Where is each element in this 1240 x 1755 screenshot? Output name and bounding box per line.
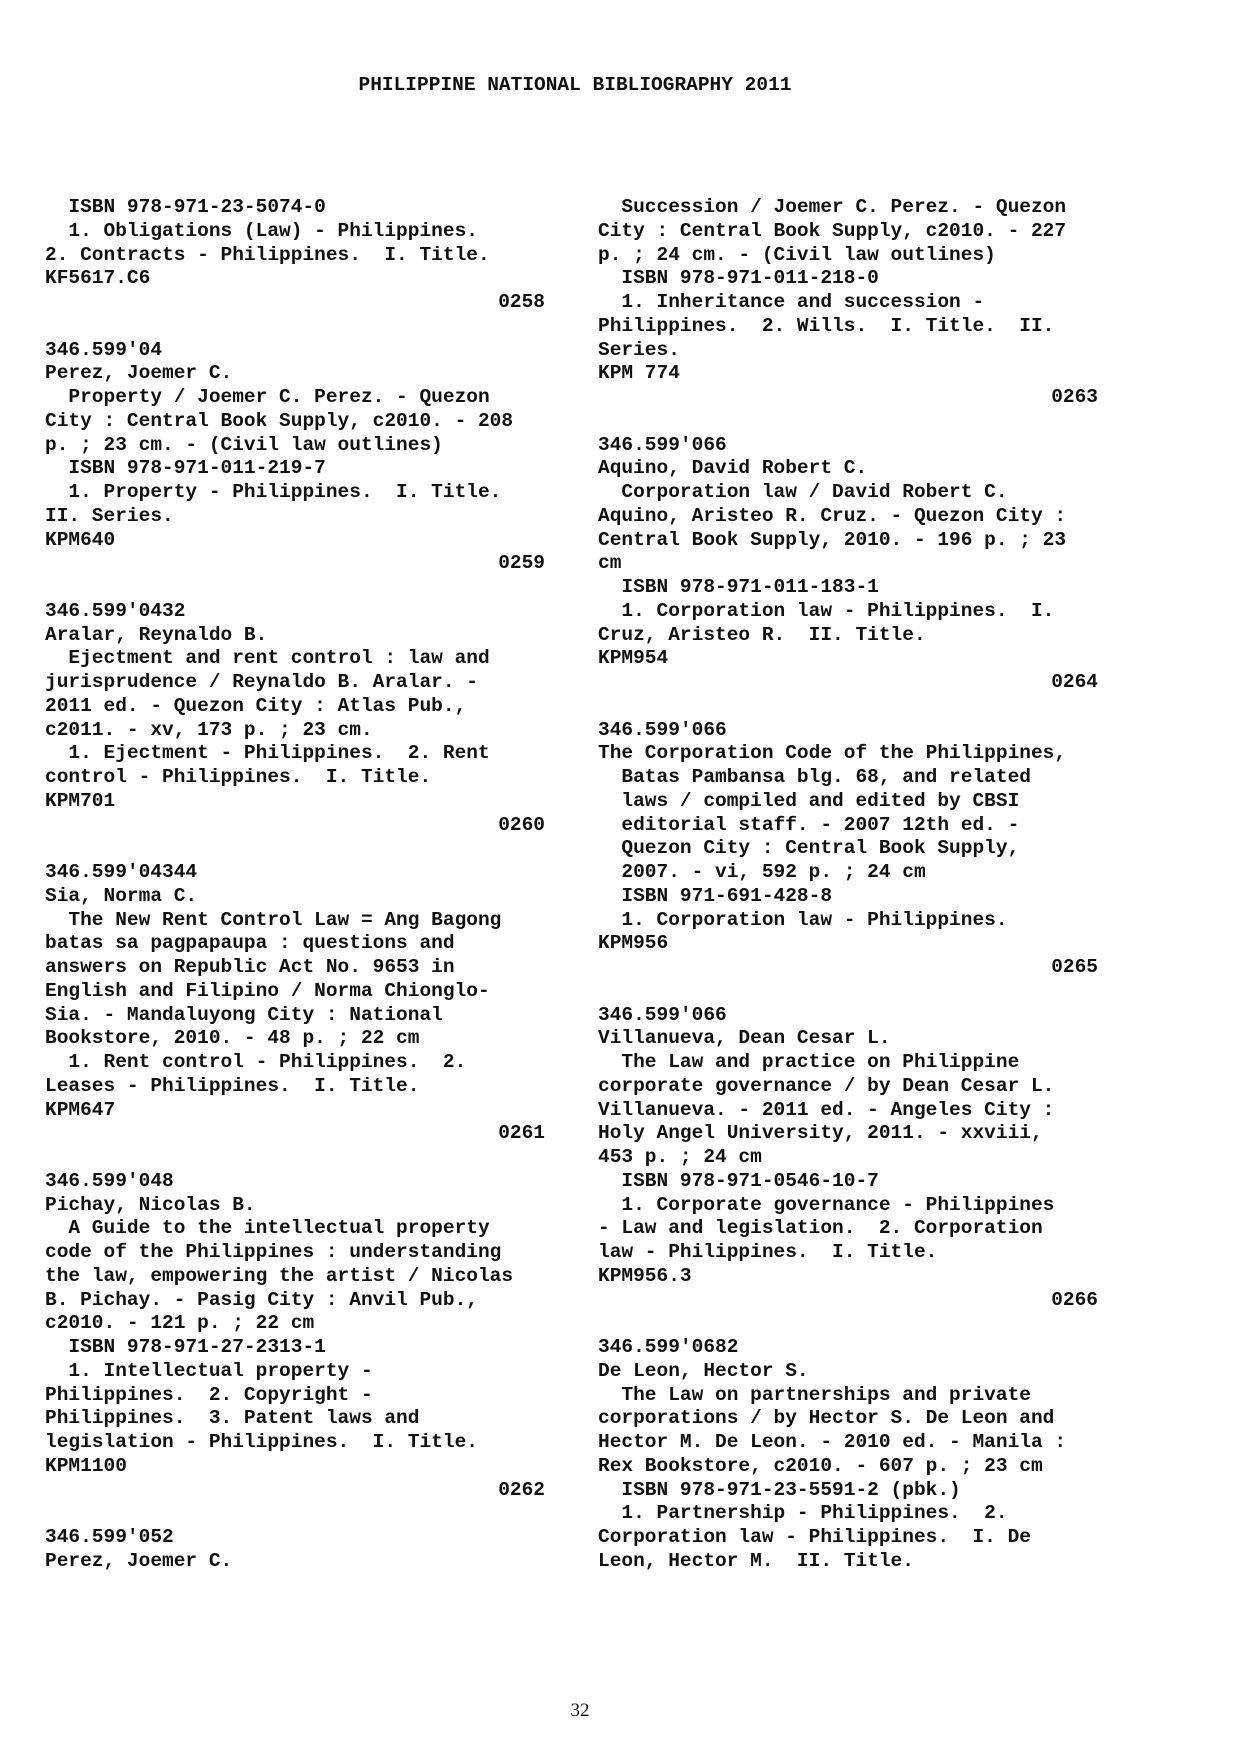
entry-line: Rex Bookstore, c2010. - 607 p. ; 23 cm <box>598 1454 1043 1477</box>
entry-line: Pichay, Nicolas B. <box>45 1193 256 1216</box>
entry-spacer <box>45 837 545 861</box>
entry-line: Aralar, Reynaldo B. <box>45 623 268 646</box>
page-header-title: PHILIPPINE NATIONAL BIBLIOGRAPHY 2011 <box>358 74 792 96</box>
entry-line: legislation - Philippines. I. Title. <box>45 1431 478 1453</box>
entry-spacer <box>45 576 545 600</box>
entry-line: City : Central Book Supply, c2010. - 208 <box>45 409 514 432</box>
entry-line: Leon, Hector M. II. Title. <box>598 1549 914 1572</box>
entry-line: Aquino, David Robert C. <box>598 457 868 480</box>
entry-line: - Law and legislation. 2. Corporation <box>598 1217 1043 1240</box>
entry-spacer <box>45 315 545 339</box>
entry-line: De Leon, Hector S. <box>598 1359 809 1382</box>
entry-line: 346.599'066 <box>598 718 727 741</box>
entry-line: The Corporation Code of the Philippines, <box>598 742 1067 765</box>
entry-line: 2007. - vi, 592 p. ; 24 cm <box>598 861 926 883</box>
entry-line: 1. Obligations (Law) - Philippines. <box>45 219 478 242</box>
entry-line: 1. Corporation law - Philippines. I. <box>598 599 1055 622</box>
entry-line: Corporation law / David Robert C. <box>598 481 1008 503</box>
entry-line: Corporation law - Philippines. I. De <box>598 1526 1031 1548</box>
entry-line: Sia, Norma C. <box>45 884 198 907</box>
entry-line: 346.599'0682 <box>598 1336 739 1358</box>
entry-number: 0264 <box>1051 671 1098 693</box>
entry-line: ISBN 978-971-011-218-0 <box>598 267 879 290</box>
entry-line: c2011. - xv, 173 p. ; 23 cm. <box>45 718 373 741</box>
entry-line: cm <box>598 552 622 575</box>
entry-line: English and Filipino / Norma Chionglo- <box>45 979 490 1002</box>
entry-line: 1. Partnership - Philippines. 2. <box>598 1502 1008 1525</box>
entry-line: 346.599'052 <box>45 1526 174 1548</box>
left-column <box>45 196 545 1574</box>
entry-line: Philippines. 2. Copyright - <box>45 1383 373 1406</box>
entry-line: Succession / Joemer C. Perez. - Quezon <box>598 196 1067 218</box>
entry-line: ISBN 978-971-23-5074-0 <box>45 196 326 218</box>
entry-line: KPM647 <box>45 1098 116 1121</box>
entry-line: Holy Angel University, 2011. - xxviii, <box>598 1122 1043 1145</box>
entry-line: editorial staff. - 2007 12th ed. - <box>598 813 1020 836</box>
entry-line: Villanueva, Dean Cesar L. <box>598 1027 891 1050</box>
entry-line: 453 p. ; 24 cm <box>598 1146 762 1168</box>
entry-number: 0261 <box>498 1122 545 1145</box>
entry-line: 346.599'04344 <box>45 861 198 883</box>
entry-line: KPM 774 <box>598 362 680 385</box>
entry-line: 2. Contracts - Philippines. I. Title. <box>45 243 490 266</box>
entry-line: 346.599'04 <box>45 338 163 361</box>
entry-line: The Law and practice on Philippine <box>598 1051 1020 1073</box>
entry-line: law - Philippines. I. Title. <box>598 1241 938 1263</box>
entry-line: ISBN 978-971-011-219-7 <box>45 457 326 480</box>
entry-number: 0260 <box>498 813 545 836</box>
entry-line: KPM1100 <box>45 1454 127 1477</box>
entry-line: code of the Philippines : understanding <box>45 1241 502 1263</box>
entry-number: 0259 <box>498 552 545 575</box>
entry-line: KPM640 <box>45 528 116 551</box>
entry-line: answers on Republic Act No. 9653 in <box>45 956 455 978</box>
right-column <box>598 196 1098 1574</box>
entry-line: laws / compiled and edited by CBSI <box>598 789 1020 812</box>
entry-line: Series. <box>598 338 680 361</box>
page-number: 32 <box>570 1700 590 1721</box>
entry-line: c2010. - 121 p. ; 22 cm <box>45 1312 315 1335</box>
entry-line: II. Series. <box>45 504 174 527</box>
entry-line: KPM954 <box>598 647 669 670</box>
entry-line: batas sa pagpapaupa : questions and <box>45 932 455 955</box>
entry-line: Aquino, Aristeo R. Cruz. - Quezon City : <box>598 504 1067 527</box>
entry-line: ISBN 978-971-011-183-1 <box>598 576 879 598</box>
entry-line: City : Central Book Supply, c2010. - 227 <box>598 219 1067 242</box>
entry-line: the law, empowering the artist / Nicolas <box>45 1264 514 1287</box>
entry-line: 346.599'048 <box>45 1169 174 1192</box>
entry-line: 346.599'066 <box>598 433 727 456</box>
entry-line: Property / Joemer C. Perez. - Quezon <box>45 386 490 408</box>
entry-line: ISBN 978-971-23-5591-2 (pbk.) <box>598 1478 961 1501</box>
entry-spacer <box>598 695 1098 719</box>
entry-line: 2011 ed. - Quezon City : Atlas Pub., <box>45 694 467 717</box>
entry-spacer <box>598 1312 1098 1336</box>
entry-line: Central Book Supply, 2010. - 196 p. ; 23 <box>598 528 1067 551</box>
entry-spacer <box>598 980 1098 1004</box>
entry-spacer <box>598 410 1098 434</box>
entry-line: Batas Pambansa blg. 68, and related <box>598 766 1031 788</box>
entry-number: 0258 <box>498 291 545 313</box>
entry-line: 1. Property - Philippines. I. Title. <box>45 481 502 503</box>
entry-line: 1. Corporation law - Philippines. <box>598 908 1008 931</box>
entry-line: KPM956.3 <box>598 1264 692 1287</box>
entry-line: Sia. - Mandaluyong City : National <box>45 1003 443 1026</box>
entry-line: Philippines. 2. Wills. I. Title. II. <box>598 314 1055 337</box>
entry-line: 346.599'066 <box>598 1003 727 1026</box>
entry-line: 1. Inheritance and succession - <box>598 291 985 313</box>
entry-line: 346.599'0432 <box>45 599 186 622</box>
entry-line: Ejectment and rent control : law and <box>45 647 490 670</box>
entry-line: Bookstore, 2010. - 48 p. ; 22 cm <box>45 1027 420 1050</box>
entry-spacer <box>45 1502 545 1526</box>
entry-number: 0266 <box>1051 1288 1098 1311</box>
entry-line: Hector M. De Leon. - 2010 ed. - Manila : <box>598 1431 1067 1453</box>
entry-line: ISBN 971-691-428-8 <box>598 884 833 907</box>
entry-line: 1. Rent control - Philippines. 2. <box>45 1051 467 1073</box>
entry-line: ISBN 978-971-0546-10-7 <box>598 1169 879 1192</box>
entry-line: KPM701 <box>45 789 116 812</box>
entry-line: Quezon City : Central Book Supply, <box>598 837 1020 860</box>
entry-number: 0263 <box>1051 386 1098 408</box>
entry-line: ISBN 978-971-27-2313-1 <box>45 1336 326 1358</box>
entry-line: Perez, Joemer C. <box>45 1549 233 1572</box>
entry-line: jurisprudence / Reynaldo B. Aralar. - <box>45 671 478 693</box>
entry-spacer <box>45 1146 545 1170</box>
entry-line: The New Rent Control Law = Ang Bagong <box>45 908 502 931</box>
entry-line: 1. Intellectual property - <box>45 1359 373 1382</box>
entry-number: 0262 <box>498 1478 545 1501</box>
entry-number: 0265 <box>1051 956 1098 978</box>
entry-line: control - Philippines. I. Title. <box>45 766 432 788</box>
entry-line: Cruz, Aristeo R. II. Title. <box>598 623 926 646</box>
entry-line: Philippines. 3. Patent laws and <box>45 1407 420 1430</box>
entry-line: A Guide to the intellectual property <box>45 1217 490 1240</box>
entry-line: The Law on partnerships and private <box>598 1383 1031 1406</box>
entry-line: 1. Corporate governance - Philippines <box>598 1193 1055 1216</box>
entry-line: KF5617.C6 <box>45 267 151 290</box>
entry-line: p. ; 24 cm. - (Civil law outlines) <box>598 243 996 266</box>
entry-line: corporations / by Hector S. De Leon and <box>598 1407 1055 1430</box>
entry-line: Villanueva. - 2011 ed. - Angeles City : <box>598 1098 1055 1121</box>
entry-line: corporate governance / by Dean Cesar L. <box>598 1074 1055 1097</box>
entry-line: KPM956 <box>598 932 669 955</box>
entry-line: Leases - Philippines. I. Title. <box>45 1074 420 1097</box>
entry-line: B. Pichay. - Pasig City : Anvil Pub., <box>45 1288 478 1311</box>
entry-line: 1. Ejectment - Philippines. 2. Rent <box>45 742 490 765</box>
entry-line: p. ; 23 cm. - (Civil law outlines) <box>45 433 443 456</box>
entry-line: Perez, Joemer C. <box>45 362 233 385</box>
